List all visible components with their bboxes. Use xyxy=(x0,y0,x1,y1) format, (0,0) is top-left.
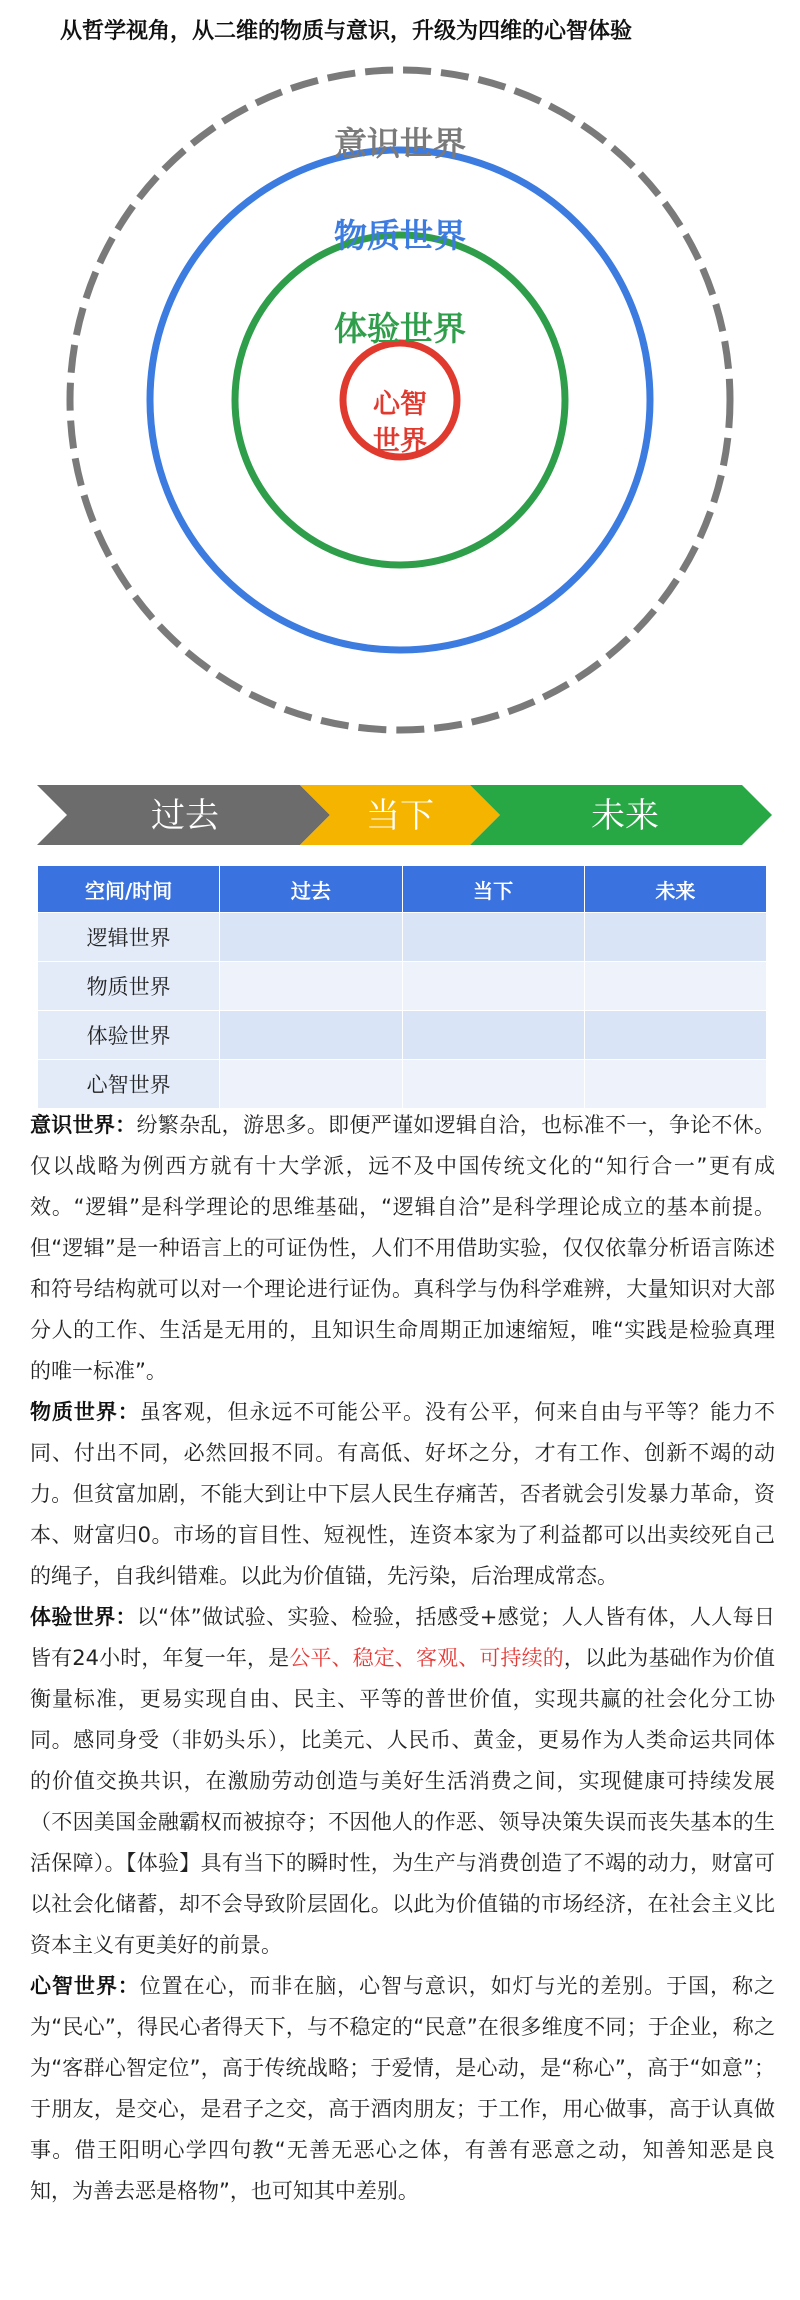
paragraph-mind xyxy=(30,1966,775,2212)
table-row xyxy=(38,1011,767,1060)
row-label: 物质世界 xyxy=(38,962,220,1011)
paragraph-heading: 心智世界： xyxy=(30,1974,140,1998)
table-row xyxy=(38,913,767,962)
row-label: 心智世界 xyxy=(38,1060,220,1109)
paragraph-material xyxy=(30,1392,775,1597)
paragraph-heading: 意识世界： xyxy=(30,1113,137,1137)
page-title: 从哲学视角，从二维的物质与意识，升级为四维的心智体验 xyxy=(60,19,633,44)
concentric-worlds-diagram xyxy=(0,60,800,760)
paragraph-body: 纷繁杂乱，游思多。即便严谨如逻辑自洽，也标准不一，争论不休。仅以战略为例西方就有十大学派，远不及中国传统文化的“知行合一”更有成效。“逻辑”是科学理论的思维基础，“逻辑自洽”是科学理论成立的基本前提。但“逻辑”是一种语言上的可证伪性，人们不用借助实验，仅仅依靠分析语言陈述和符号结构就可以对一个理论进行证伪。真科学与伪科学难辨，大量知识对大部分人的工作、生活是无用的，且知识生命周期正加速缩短，唯“实践是检验真理的唯一标准”。 xyxy=(30,1113,776,1383)
timeline-arrows xyxy=(0,780,800,850)
paragraph-consciousness xyxy=(30,1105,775,1392)
label-consciousness: 意识世界 xyxy=(334,124,466,163)
row-label: 逻辑世界 xyxy=(38,913,220,962)
label-mind-line1: 心智 xyxy=(373,389,427,420)
header-future: 未来 xyxy=(584,866,766,913)
body-text xyxy=(30,1105,775,2212)
label-experience: 体验世界 xyxy=(334,309,466,348)
paragraph-body: ，以此为基础作为价值衡量标准，更易实现自由、民主、平等的普世价值，实现共赢的社会化分工协同。感同身受（非奶头乐），比美元、人民币、黄金，更易作为人类命运共同体的价值交换共识，在激励劳动创造与美好生活消费之间，实现健康可持续发展（不因美国金融霸权而被掠夺；不因他人的作恶、领导决策失误而丧失基本的生活保障）。【体验】具有当下的瞬时性，为生产与消费创造了不竭的动力，财富可以社会化储蓄，却不会导致阶层固化。以此为价值锚的市场经济，在社会主义比资本主义有更美好的前景。 xyxy=(30,1646,776,1957)
paragraph-experience xyxy=(30,1597,775,1966)
arrow-present-label: 当下 xyxy=(366,796,434,836)
header-space-time: 空间/时间 xyxy=(38,866,220,913)
table-row xyxy=(38,962,767,1011)
arrow-past-label: 过去 xyxy=(151,796,219,836)
arrow-future-label: 未来 xyxy=(591,796,659,836)
table-row xyxy=(38,1060,767,1109)
space-time-table xyxy=(37,865,767,1109)
paragraph-body: 位置在心，而非在脑，心智与意识，如灯与光的差别。于国，称之为“民心”，得民心者得天下，与不稳定的“民意”在很多维度不同；于企业，称之为“客群心智定位”，高于传统战略；于爱情，是心动，是“称心”，高于“如意”；于朋友，是交心，是君子之交，高于酒肉朋友；于工作，用心做事，高于认真做事。借王阳明心学四句教“无善无恶心之体，有善有恶意之动，知善知恶是良知，为善去恶是格物”，也可知其中差别。 xyxy=(30,1974,776,2203)
highlight-text: 公平、稳定、客观、可持续的 xyxy=(289,1646,564,1670)
paragraph-heading: 物质世界： xyxy=(30,1400,140,1424)
header-present: 当下 xyxy=(402,866,584,913)
header-past: 过去 xyxy=(220,866,402,913)
label-mind-line2: 世界 xyxy=(373,426,427,457)
paragraph-body: 虽客观，但永远不可能公平。没有公平，何来自由与平等？能力不同、付出不同，必然回报不同。有高低、好坏之分，才有工作、创新不竭的动力。但贫富加剧，不能大到让中下层人民生存痛苦，否者就会引发暴力革命，资本、财富归0。市场的盲目性、短视性，连资本家为了利益都可以出卖绞死自己的绳子，自我纠错难。以此为价值锚，先污染，后治理成常态。 xyxy=(30,1400,776,1588)
paragraph-heading: 体验世界： xyxy=(30,1605,137,1629)
paragraph-body: 以“体”做试验、实验、检验，括感受+感觉；人人皆有体，人人每日皆有24小时，年复一年，是 xyxy=(30,1605,775,1670)
label-material: 物质世界 xyxy=(334,216,466,255)
row-label: 体验世界 xyxy=(38,1011,220,1060)
